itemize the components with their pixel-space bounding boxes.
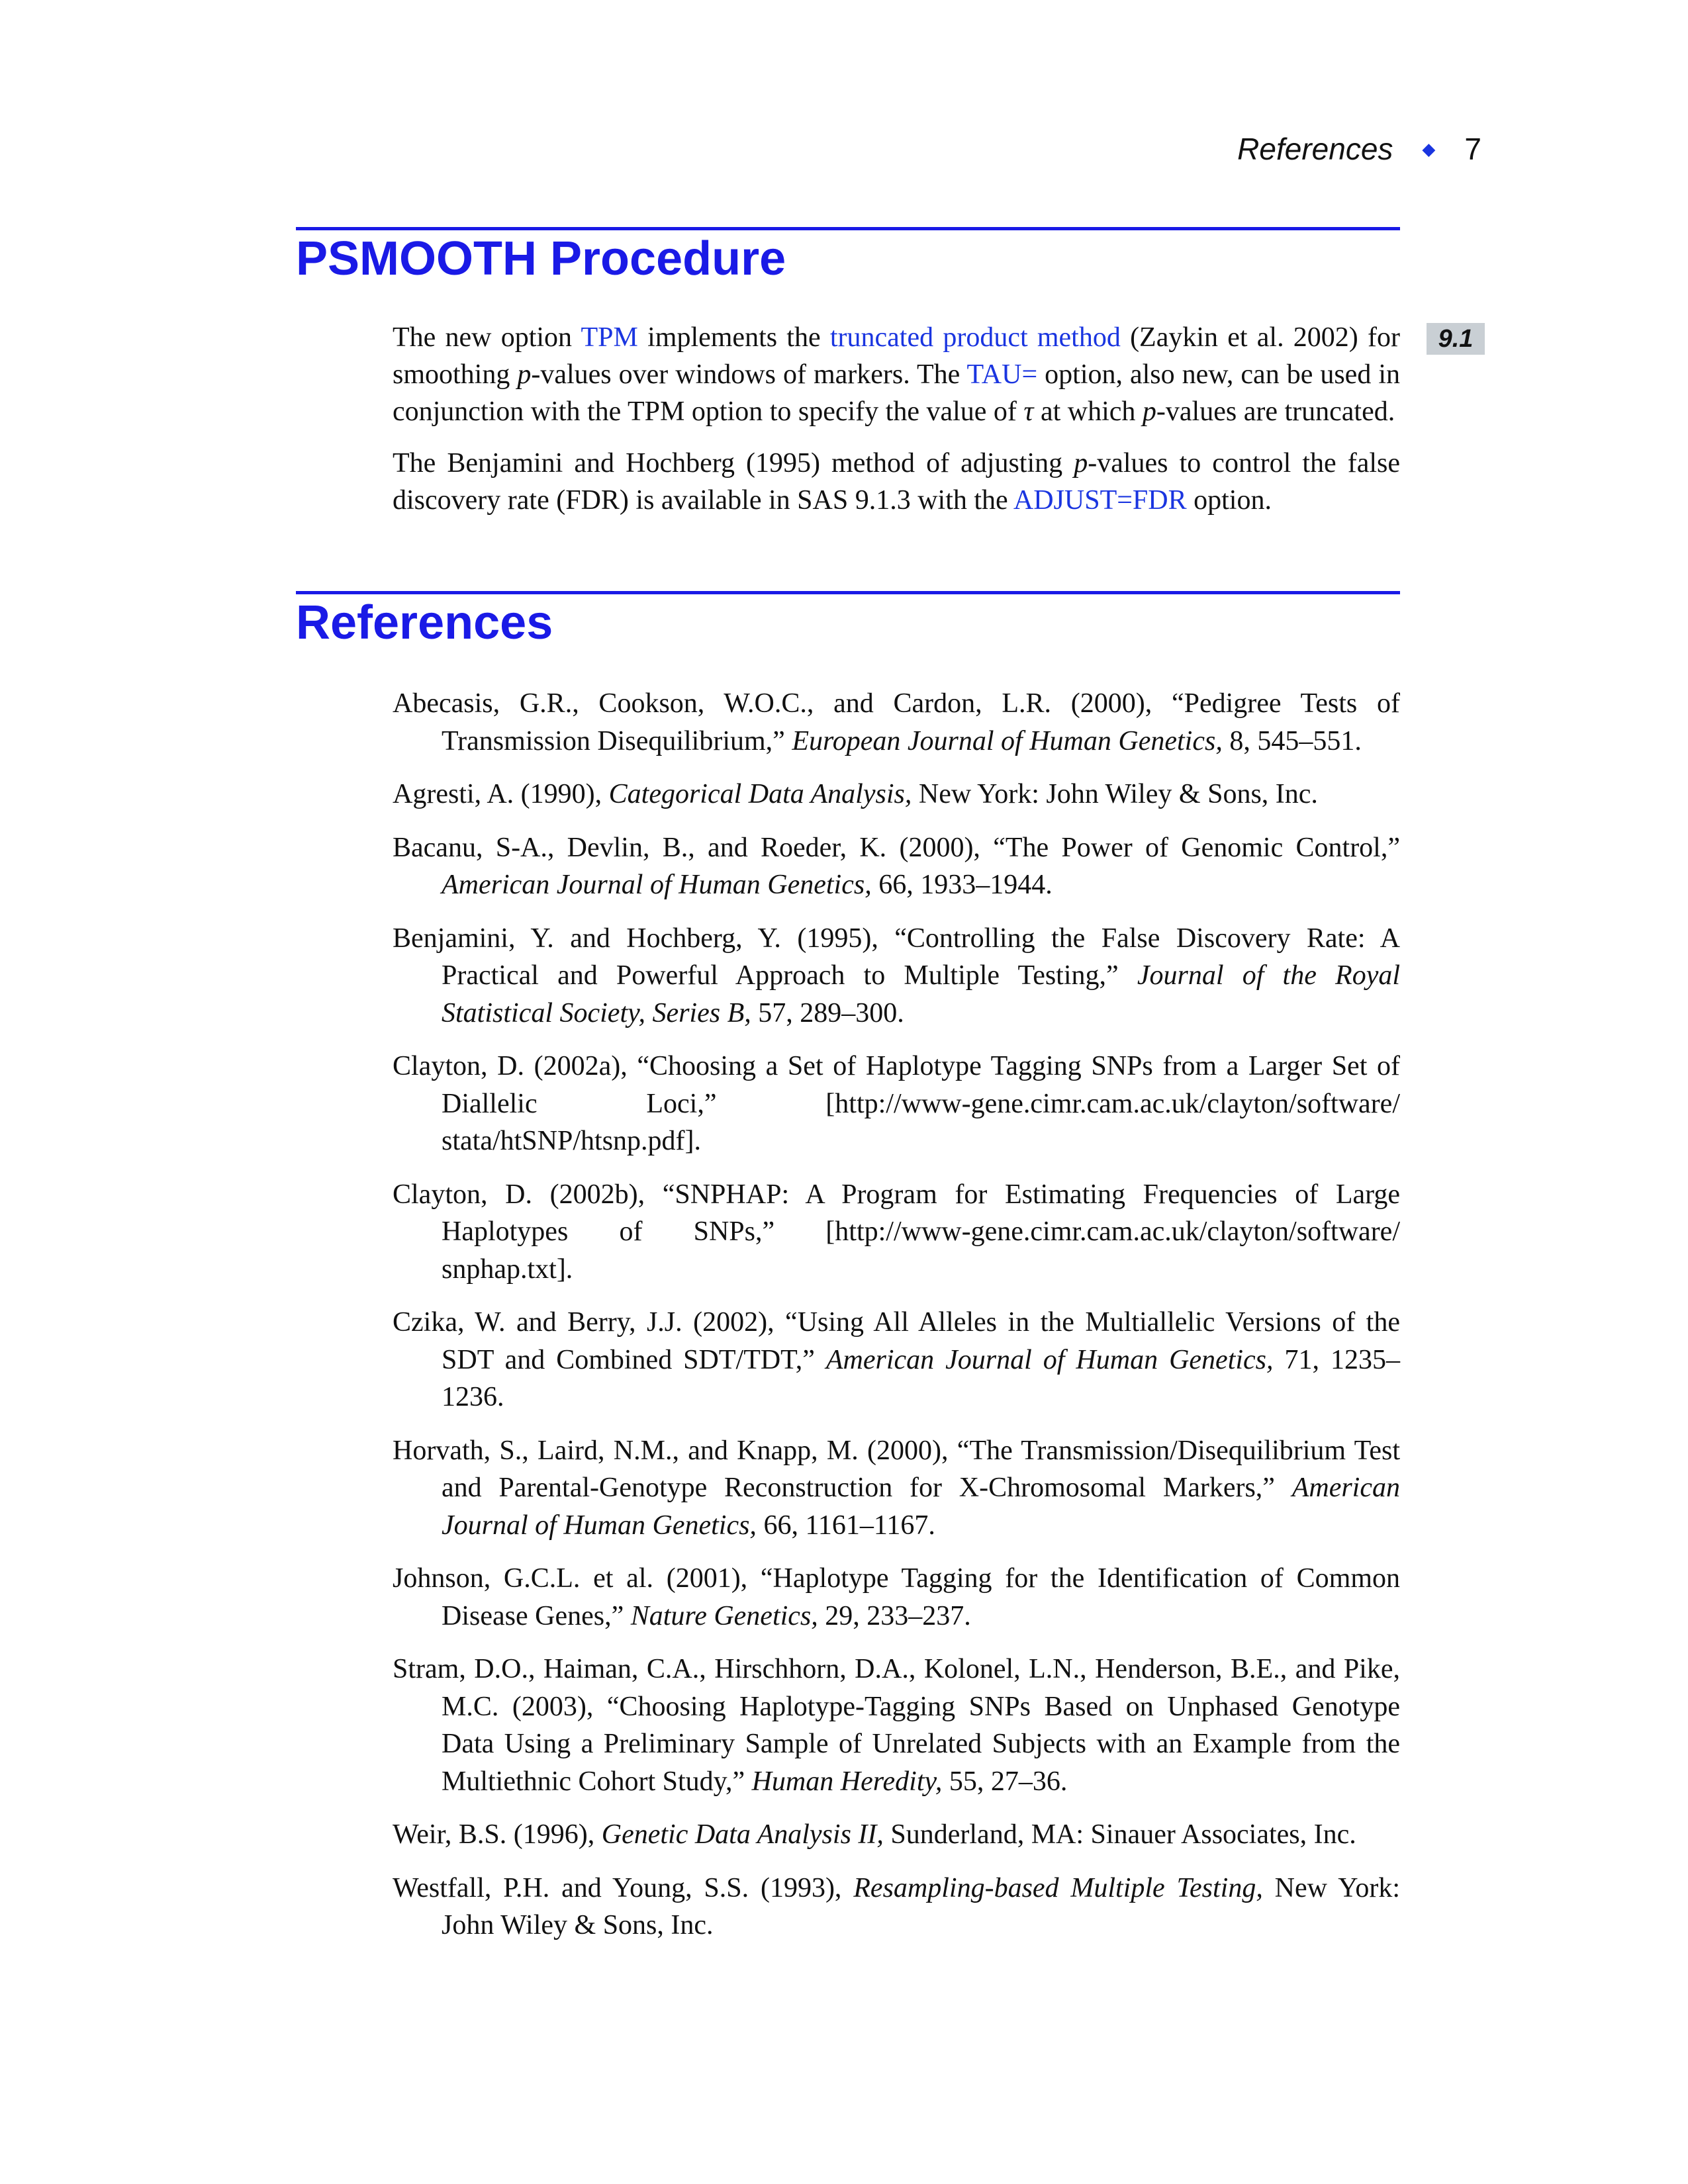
reference-item: Stram, D.O., Haiman, C.A., Hirschhorn, D.A., Kolonel, L.N., Henderson, B.E., and Pike, M.C. (2003), “Choosing Haplotype-Tagging SNPs Based on Unphased Genotype Data Using a Preliminary Sample of Unrelated Subjects with an Example from the Multiethnic Cohort Study,” Human Heredity, 55, 27–36.	[393, 1654, 1400, 1797]
version-badge: 9.1	[1427, 323, 1485, 355]
psmooth-paragraph-2: The Benjamini and Hochberg (1995) method of adjusting p-values to control the false discovery rate (FDR) is available in SAS 9.1.3 with the ADJUST=FDR option.	[393, 448, 1400, 516]
references-heading: References	[296, 596, 553, 649]
reference-item: Abecasis, G.R., Cookson, W.O.C., and Cardon, L.R. (2000), “Pedigree Tests of Transmission Disequilibrium,” European Journal of Human Genetics, 8, 545–551.	[393, 688, 1400, 756]
reference-item: Horvath, S., Laird, N.M., and Knapp, M. (2000), “The Transmission/Disequilibrium Test and Parental-Genotype Reconstruction for X-Chromosomal Markers,” American Journal of Human Genetics, 66, 1161–1167.	[393, 1435, 1400, 1541]
running-head	[1237, 131, 1481, 167]
reference-item: Agresti, A. (1990), Categorical Data Analysis, New York: John Wiley & Sons, Inc.	[393, 779, 1318, 809]
section-rule-psmooth	[296, 227, 1400, 230]
reference-item: Clayton, D. (2002a), “Choosing a Set of Haplotype Tagging SNPs from a Larger Set of Diallelic Loci,” [http://www-gene.cimr.cam.ac.uk/clayton/software/ stata/htSNP/htsnp.pdf].	[393, 1051, 1400, 1156]
running-head-title: References	[1237, 132, 1393, 166]
tpm-link[interactable]: TPM	[581, 322, 638, 353]
reference-item: Westfall, P.H. and Young, S.S. (1993), Resampling-based Multiple Testing, New York: John Wiley & Sons, Inc.	[393, 1872, 1400, 1940]
reference-list	[393, 685, 1400, 1960]
psmooth-heading: PSMOOTH Procedure	[296, 232, 786, 285]
reference-item: Benjamini, Y. and Hochberg, Y. (1995), “Controlling the False Discovery Rate: A Practical and Powerful Approach to Multiple Testing,” Journal of the Royal Statistical Society, Series B, 57, 289–300.	[393, 923, 1401, 1028]
section-rule-references	[296, 591, 1400, 594]
diamond-icon: ◆	[1422, 138, 1436, 159]
reference-item: Czika, W. and Berry, J.J. (2002), “Using All Alleles in the Multiallelic Versions of the SDT and Combined SDT/TDT,” American Journal of Human Genetics, 71, 1235–1236.	[393, 1307, 1401, 1412]
reference-item: Bacanu, S-A., Devlin, B., and Roeder, K. (2000), “The Power of Genomic Control,” American Journal of Human Genetics, 66, 1933–1944.	[393, 832, 1400, 900]
reference-item: Clayton, D. (2002b), “SNPHAP: A Program for Estimating Frequencies of Large Haplotypes of SNPs,” [http://www-gene.cimr.cam.ac.uk/clayton/software/ snphap.txt].	[393, 1179, 1400, 1285]
page-number: 7	[1464, 132, 1481, 166]
psmooth-paragraph-1: The new option TPM implements the truncated product method (Zaykin et al. 2002) for smoothing p-values over windows of markers. The TAU= option, also new, can be used in conjunction with the TPM option to specify the value of τ at which p-values are truncated.	[393, 322, 1400, 427]
adjust-fdr-link[interactable]: ADJUST=FDR	[1013, 485, 1187, 516]
reference-item: Weir, B.S. (1996), Genetic Data Analysis II, Sunderland, MA: Sinauer Associates, Inc.	[393, 1819, 1356, 1850]
tau-link[interactable]: TAU=	[966, 359, 1038, 390]
psmooth-body	[393, 319, 1400, 533]
truncated-product-method-link[interactable]: truncated product method	[829, 322, 1121, 353]
reference-item: Johnson, G.C.L. et al. (2001), “Haplotype Tagging for the Identification of Common Disease Genes,” Nature Genetics, 29, 233–237.	[393, 1563, 1400, 1631]
